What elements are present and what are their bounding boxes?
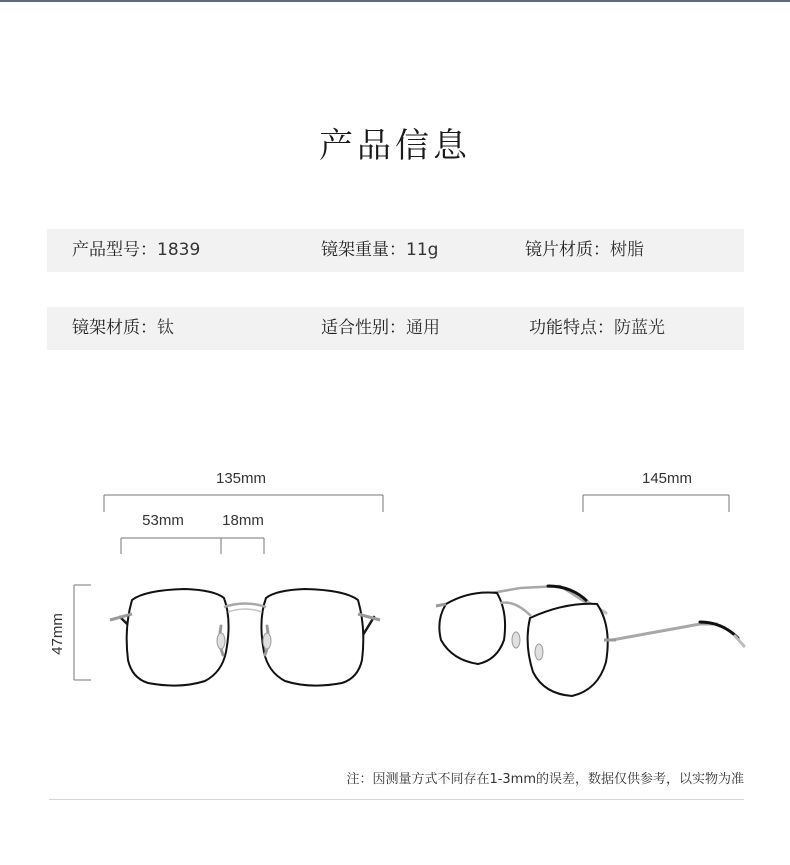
spec-weight [321,229,438,272]
spec-lens-material [525,229,644,272]
measurement-note: 注：因测量方式不同存在1-3mm的误差，数据仅供参考，以实物为准 [346,772,744,787]
top-divider [0,0,790,2]
frame-width-dimension [104,470,383,512]
spec-model [72,229,200,272]
spec-value: 11g [406,240,439,260]
spec-gender [321,307,440,350]
lens-width-label: 53mm [142,512,184,529]
spec-value: 通用 [406,318,440,338]
spec-feature [529,307,665,350]
front-view-glasses [110,589,380,686]
lens-height-label: 47mm [49,613,66,655]
side-view-glasses [436,586,744,696]
spec-value: 树脂 [610,240,644,260]
spec-value: 钛 [157,318,174,338]
bridge-width-label: 18mm [222,512,264,529]
temple-length-dimension [583,470,729,512]
spec-row-1 [47,229,744,272]
temple-length-label: 145mm [641,470,693,487]
spec-row-2 [47,307,744,350]
spec-label: 功能特点： [529,318,614,338]
bottom-divider [49,799,744,800]
spec-label: 镜片材质： [525,240,610,260]
lens-height-dimension [49,585,91,680]
spec-value: 防蓝光 [614,318,665,338]
spec-value: 1839 [157,240,201,260]
spec-label: 产品型号： [72,240,157,260]
page-title: 产品信息 [319,126,471,166]
bridge-width-dimension [221,512,264,554]
frame-width-label: 135mm [215,470,267,487]
spec-label: 镜架材质： [72,318,157,338]
spec-label: 适合性别： [321,318,406,338]
spec-frame-material [72,307,174,350]
spec-label: 镜架重量： [321,240,406,260]
lens-width-dimension [121,512,221,554]
